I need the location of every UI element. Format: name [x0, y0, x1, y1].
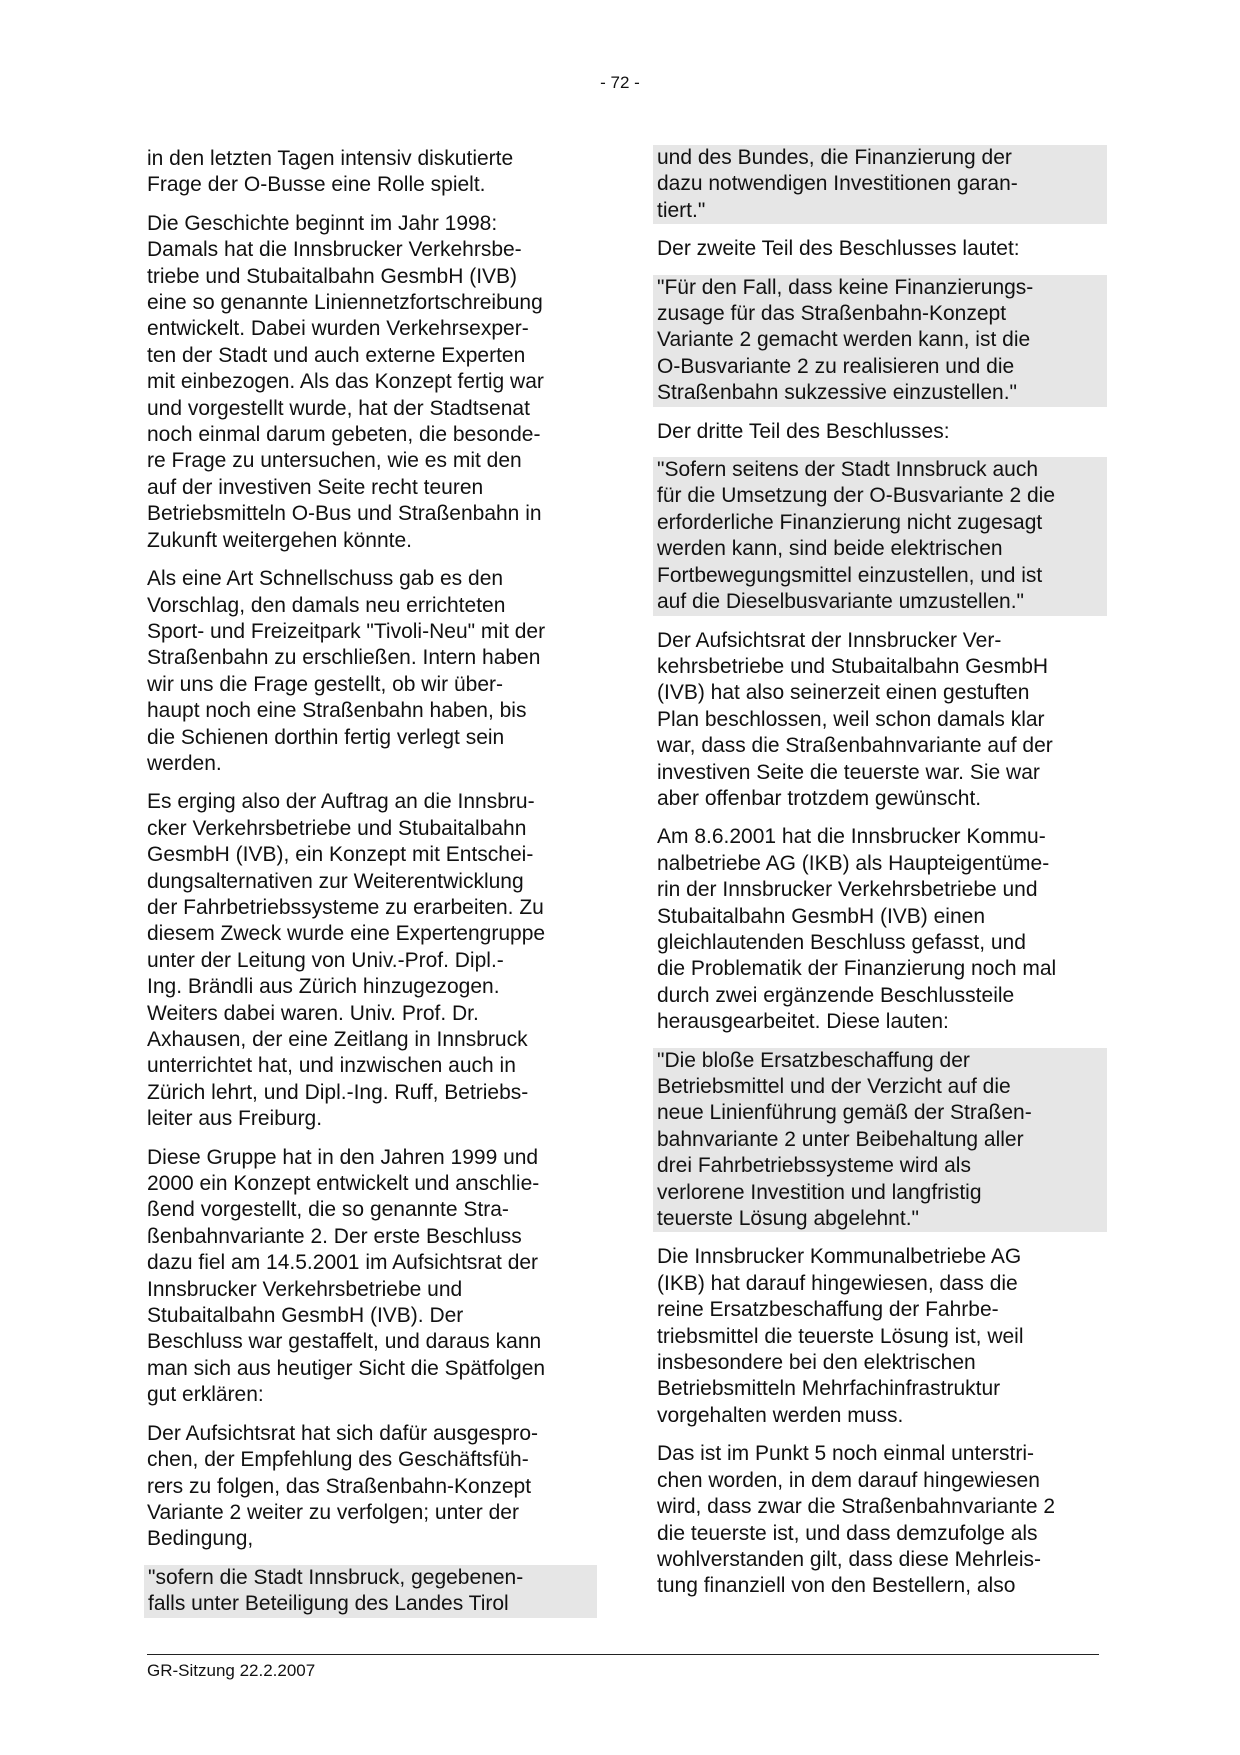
paragraph: Der dritte Teil des Beschlusses: [657, 419, 950, 443]
quoted-resolution: "sofern die Stadt Innsbruck, gegebenen- falls unter Beteiligung des Landes Tirol [144, 1565, 597, 1618]
quoted-resolution: und des Bundes, die Finanzierung der dazu notwendigen Investitionen garan- tiert." [653, 145, 1107, 224]
page-number: - 72 - [600, 73, 640, 92]
paragraph: Der Aufsichtsrat der Innsbrucker Ver- kehrsbetriebe und Stubaitalbahn GesmbH (IVB) hat also seinerzeit einen gestuften Plan beschlossen, weil schon damals klar war, dass die Straßenbahnvariante auf der investiven Seite die teuerste war. Sie war aber offenbar trotzdem gewünscht. [657, 628, 1053, 810]
quoted-resolution: "Sofern seitens der Stadt Innsbruck auch für die Umsetzung der O-Busvariante 2 die erforderliche Finanzierung nicht zugesagt werden kann, sind beide elektrischen Fortbewegungsmittel einzustellen, und ist auf die Dieselbusvariante umzustellen." [653, 457, 1107, 615]
paragraph: Die Innsbrucker Kommunalbetriebe AG (IKB) hat darauf hingewiesen, dass die reine Ersatzbeschaffung der Fahrbe- triebsmittel die teuerste Lösung ist, weil insbesondere bei den elektrischen Betriebsmitteln Mehrfachinfrastruktur vorgehalten werden muss. [657, 1245, 1024, 1427]
paragraph: Die Geschichte beginnt im Jahr 1998: Damals hat die Innsbrucker Verkehrsbe- triebe und Stubaitalbahn GesmbH (IVB) eine so genannte Liniennetzfortschreibung entwickelt. Dabei wurden Verkehrsexper- ten der Stadt und auch externe Experten mit einbezogen. Als das Konzept fertig war und vorgestellt wurde, hat der Stadtsenat noch einmal darum gebeten, die besonde- re Frage zu untersuchen, wie es mit den auf der investiven Seite recht teuren Betriebsmitteln O-Bus und Straßenbahn in Zukunft weitergehen könnte. [147, 211, 544, 552]
left-column [147, 146, 593, 1630]
paragraph: Es erging also der Auftrag an die Innsbru- cker Verkehrsbetriebe und Stubaitalbahn GesmbH (IVB), ein Konzept mit Entschei- dungsalternativen zur Weiterentwicklung der Fahrbetriebssysteme zu erarbeiten. Zu diesem Zweck wurde eine Expertengruppe unter der Leitung von Univ.-Prof. Dipl.- Ing. Brändli aus Zürich hinzugezogen. Weiters dabei waren. Univ. Prof. Dr. Axhausen, der eine Zeitlang in Innsbruck unterrichtet hat, und inzwischen auch in Zürich lehrt, und Dipl.-Ing. Ruff, Betriebs- leiter aus Freiburg. [147, 790, 546, 1131]
footer-session-date: GR-Sitzung 22.2.2007 [147, 1661, 316, 1680]
paragraph: in den letzten Tagen intensiv diskutierte Frage der O-Busse eine Rolle spielt. [147, 147, 514, 197]
paragraph: Der zweite Teil des Beschlusses lautet: [657, 237, 1020, 261]
right-column [657, 146, 1103, 1612]
paragraph: Der Aufsichtsrat hat sich dafür ausgespro- chen, der Empfehlung des Geschäftsfüh- rers zu folgen, das Straßenbahn-Konzept Variante 2 weiter zu verfolgen; unter der Bedingung, [147, 1421, 539, 1551]
paragraph: Am 8.6.2001 hat die Innsbrucker Kommu- nalbetriebe AG (IKB) als Haupteigentüme- rin der Innsbrucker Verkehrsbetriebe und Stubaitalbahn GesmbH (IVB) einen gleichlautenden Beschluss gefasst, und die Problematik der Finanzierung noch mal durch zwei ergänzende Beschlussteile herausgearbeitet. Diese lauten: [657, 825, 1057, 1034]
paragraph: Diese Gruppe hat in den Jahren 1999 und 2000 ein Konzept entwickelt und anschlie- ßend vorgestellt, die so genannte Stra- ßenbahnvariante 2. Der erste Beschluss dazu fiel am 14.5.2001 im Aufsichtsrat der Innsbrucker Verkehrsbetriebe und Stubaitalbahn GesmbH (IVB). Der Beschluss war gestaffelt, und daraus kann man sich aus heutiger Sicht die Spätfolgen gut erklären: [147, 1145, 546, 1407]
quoted-resolution: "Für den Fall, dass keine Finanzierungs- zusage für das Straßenbahn-Konzept Variante 2 gemacht werden kann, ist die O-Busvariante 2 zu realisieren und die Straßenbahn sukzessive einzustellen." [653, 275, 1107, 407]
paragraph: Das ist im Punkt 5 noch einmal unterstri- chen worden, in dem darauf hingewiesen wird, dass zwar die Straßenbahnvariante 2 die teuerste ist, und dass demzufolge als wohlverstanden gilt, dass diese Mehrleis- tung finanziell von den Bestellern, also [657, 1442, 1056, 1598]
quoted-resolution: "Die bloße Ersatzbeschaffung der Betriebsmittel und der Verzicht auf die neue Linienführung gemäß der Straßen- bahnvariante 2 unter Beibehaltung aller drei Fahrbetriebssysteme wird als verlorene Investition und langfristig teuerste Lösung abgelehnt." [653, 1048, 1107, 1233]
paragraph: Als eine Art Schnellschuss gab es den Vorschlag, den damals neu errichteten Sport- und Freizeitpark "Tivoli-Neu" mit der Straßenbahn zu erschließen. Intern haben wir uns die Frage gestellt, ob wir über- haupt noch eine Straßenbahn haben, bis die Schienen dorthin fertig verlegt sein werden. [147, 567, 546, 775]
footer-divider [147, 1654, 1099, 1655]
